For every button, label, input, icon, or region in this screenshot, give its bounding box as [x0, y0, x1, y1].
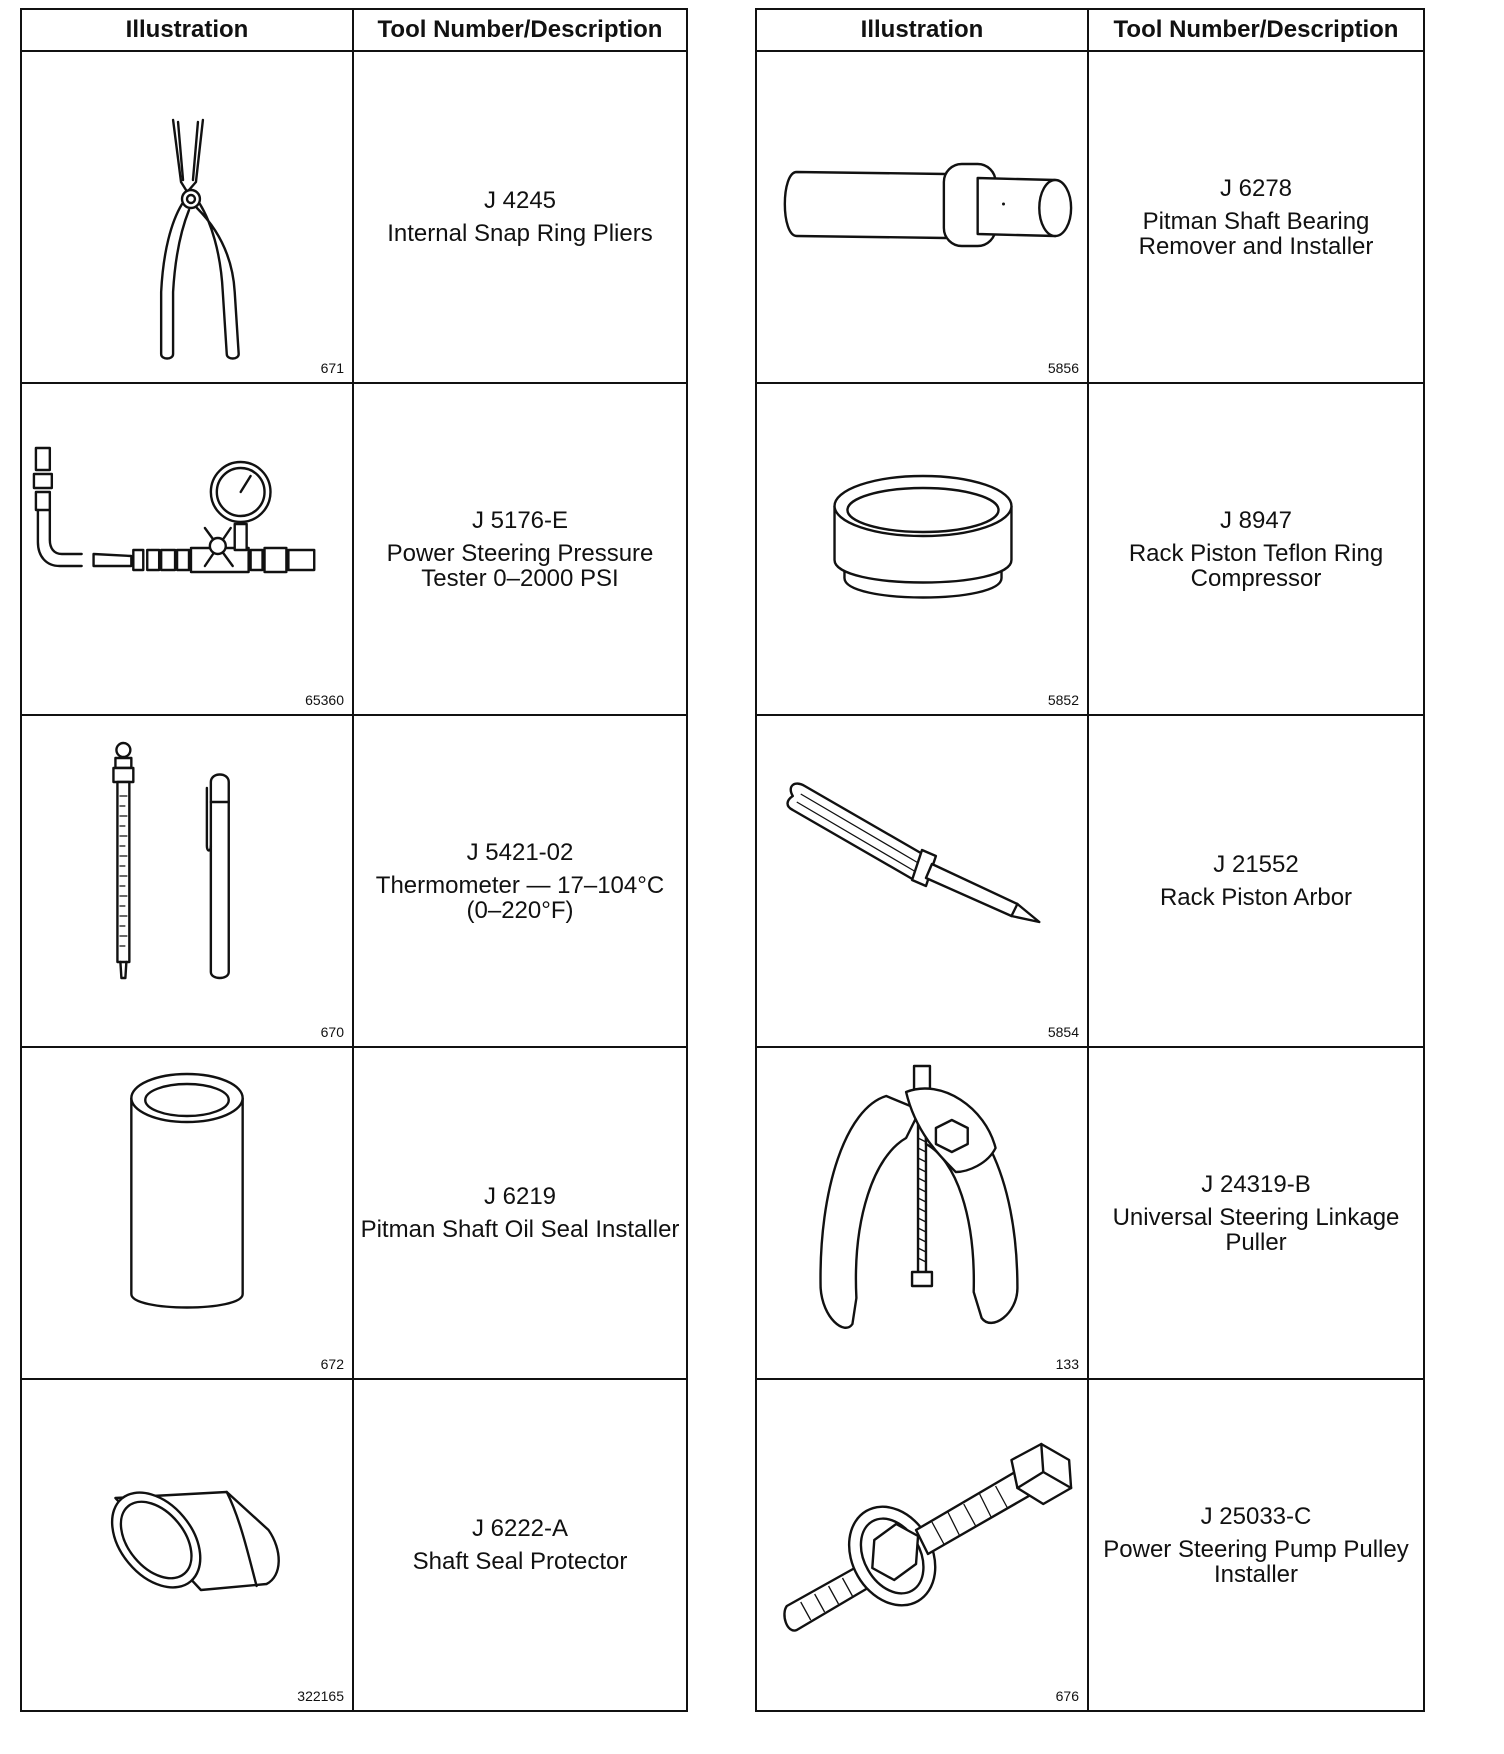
table-row — [21, 715, 687, 1047]
tool-number: J 6222-A — [471, 1515, 569, 1542]
tool-name: Shaft Seal Protector — [412, 1548, 628, 1575]
description-cell — [353, 715, 687, 1047]
figure-number: 5852 — [1047, 692, 1079, 708]
figure-number: 672 — [320, 1356, 344, 1372]
illustration-cell — [756, 1047, 1088, 1379]
tool-number: J 5421-02 — [466, 838, 574, 866]
table-row — [21, 383, 687, 715]
illustration-header: Illustration — [21, 9, 353, 51]
tool-name: Pitman Shaft Oil Seal Installer — [360, 1216, 680, 1243]
figure-number: 322165 — [297, 1688, 344, 1704]
figure-number: 671 — [320, 360, 344, 376]
illustration-cell — [756, 51, 1088, 383]
table-row — [756, 715, 1424, 1047]
description-cell — [1088, 1047, 1424, 1379]
tool-number: J 8947 — [1219, 506, 1293, 534]
tool-name: Power Steering Pressure Tester 0–2000 PSI — [386, 539, 654, 592]
figure-number: 670 — [320, 1024, 344, 1040]
oil-seal-installer-icon — [22, 1048, 352, 1378]
illustration-cell — [21, 51, 353, 383]
tool-number: J 24319-B — [1201, 1170, 1311, 1198]
table-row — [21, 1047, 687, 1379]
tool-name: Internal Snap Ring Pliers — [387, 220, 653, 247]
tool-number: J 6278 — [1219, 174, 1293, 202]
tool-name: Power Steering Pump Pulley Installer — [1103, 1535, 1409, 1588]
description-cell — [1088, 715, 1424, 1047]
table-row — [756, 1379, 1424, 1711]
tool-name: Thermometer — 17–104°C (0–220°F) — [375, 871, 665, 924]
tool-table-right — [755, 8, 1425, 1712]
header-row — [21, 9, 687, 51]
description-cell — [353, 1379, 687, 1711]
table-row — [756, 1047, 1424, 1379]
tool-name: Rack Piston Teflon Ring Compressor — [1128, 539, 1384, 592]
tool-name: Pitman Shaft Bearing Remover and Installer — [1138, 207, 1374, 260]
snap-ring-pliers-icon — [22, 52, 352, 382]
ring-compressor-icon — [757, 384, 1087, 714]
illustration-cell — [756, 383, 1088, 715]
illustration-cell — [756, 715, 1088, 1047]
tool-name: Universal Steering Linkage Puller — [1112, 1203, 1400, 1256]
table-row — [756, 51, 1424, 383]
shaft-seal-protector-icon — [22, 1380, 352, 1710]
description-cell — [1088, 51, 1424, 383]
illustration-cell — [21, 1379, 353, 1711]
figure-number: 5854 — [1047, 1024, 1079, 1040]
description-header: Tool Number/Description — [1088, 9, 1424, 51]
description-cell — [353, 51, 687, 383]
illustration-cell — [21, 383, 353, 715]
bearing-remover-icon — [757, 52, 1087, 382]
header-row — [756, 9, 1424, 51]
tool-number: J 5176-E — [471, 506, 569, 534]
illustration-header: Illustration — [756, 9, 1088, 51]
figure-number: 5856 — [1047, 360, 1079, 376]
pressure-tester-icon — [22, 384, 352, 714]
table-row — [21, 51, 687, 383]
figure-number: 133 — [1055, 1356, 1079, 1372]
illustration-cell — [756, 1379, 1088, 1711]
description-header: Tool Number/Description — [353, 9, 687, 51]
description-cell — [353, 1047, 687, 1379]
description-cell — [353, 383, 687, 715]
tool-name: Rack Piston Arbor — [1159, 884, 1353, 911]
pulley-installer-icon — [757, 1380, 1087, 1710]
tool-table-left — [20, 8, 688, 1712]
illustration-cell — [21, 715, 353, 1047]
tool-number: J 21552 — [1213, 851, 1299, 878]
illustration-cell — [21, 1047, 353, 1379]
table-row — [21, 1379, 687, 1711]
description-cell — [1088, 1379, 1424, 1711]
table-row — [756, 383, 1424, 715]
figure-number: 676 — [1055, 1688, 1079, 1704]
description-cell — [1088, 383, 1424, 715]
linkage-puller-icon — [757, 1048, 1087, 1378]
thermometer-icon — [22, 716, 352, 1046]
figure-number: 65360 — [305, 692, 344, 708]
tool-number: J 4245 — [483, 187, 557, 214]
piston-arbor-icon — [757, 716, 1087, 1046]
tool-number: J 6219 — [483, 1183, 557, 1210]
tool-number: J 25033-C — [1200, 1502, 1312, 1530]
